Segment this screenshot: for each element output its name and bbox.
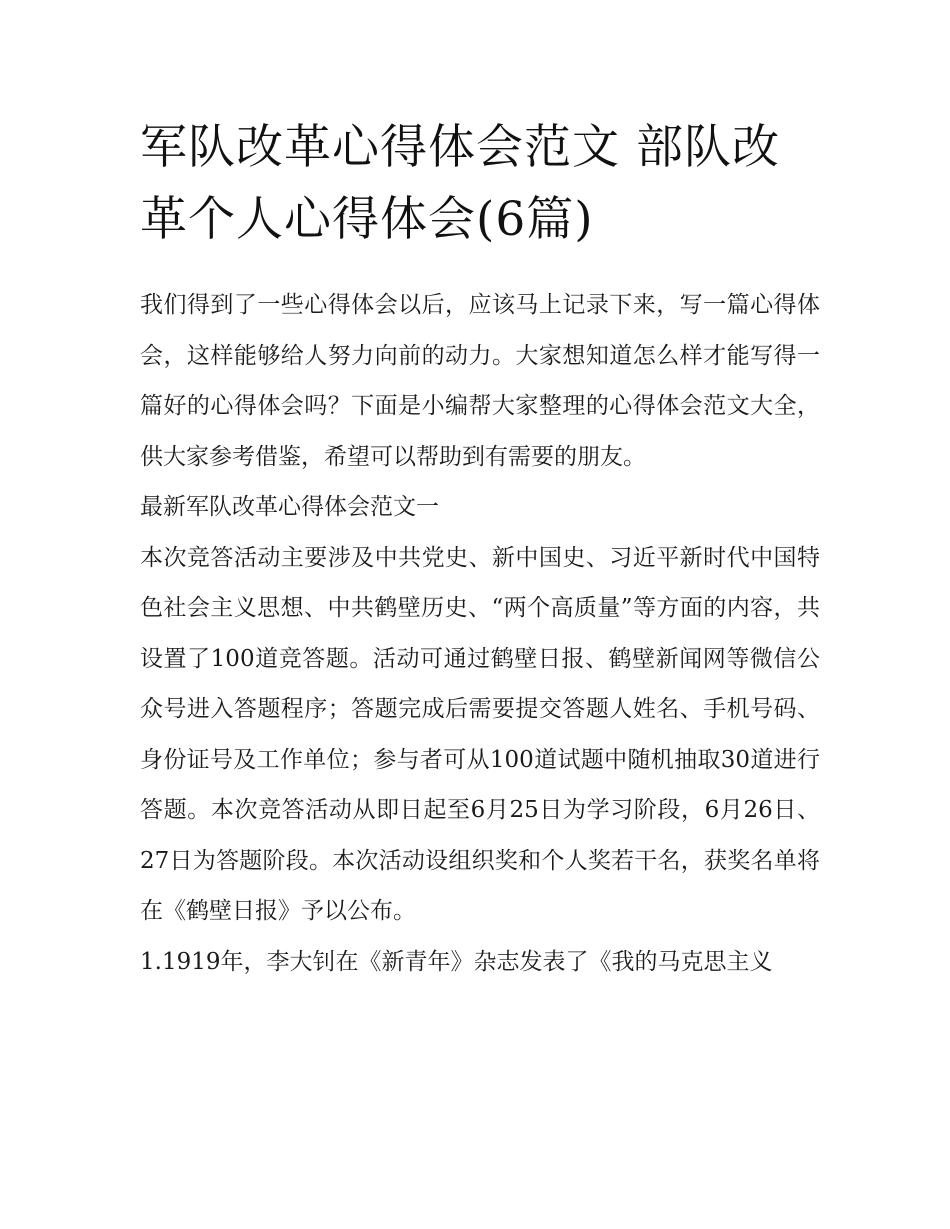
body-paragraph: 本次竞答活动主要涉及中共党史、新中国史、习近平新时代中国特色社会主义思想、中共鹤壁历史、“两个高质量”等方面的内容，共设置了100道竞答题。活动可通过鹤壁日报、鹤壁新闻网等微信公众号进入答题程序；答题完成后需要提交答题人姓名、手机号码、身份证号及工作单位；参与者可从100道试题中随机抽取30道进行答题。本次竞答活动从即日起至6月25日为学习阶段，6月26日、27日为答题阶段。本次活动设组织奖和个人奖若干名，获奖名单将在《鹤壁日报》予以公布。 — [140, 544, 820, 924]
section-heading: 最新军队改革心得体会范文一 — [140, 494, 439, 520]
document-page — [140, 112, 820, 987]
list-item: 1.1919年，李大钊在《新青年》杂志发表了《我的马克思主义 — [140, 948, 773, 975]
document-title: 军队改革心得体会范文 部队改革个人心得体会(6篇) — [140, 120, 780, 247]
intro-paragraph: 我们得到了一些心得体会以后，应该马上记录下来，写一篇心得体会，这样能够给人努力向前的动力。大家想知道怎么样才能写得一篇好的心得体会吗？下面是小编帮大家整理的心得体会范文大全，供大家参考借鉴，希望可以帮助到有需要的朋友。 — [140, 292, 820, 470]
